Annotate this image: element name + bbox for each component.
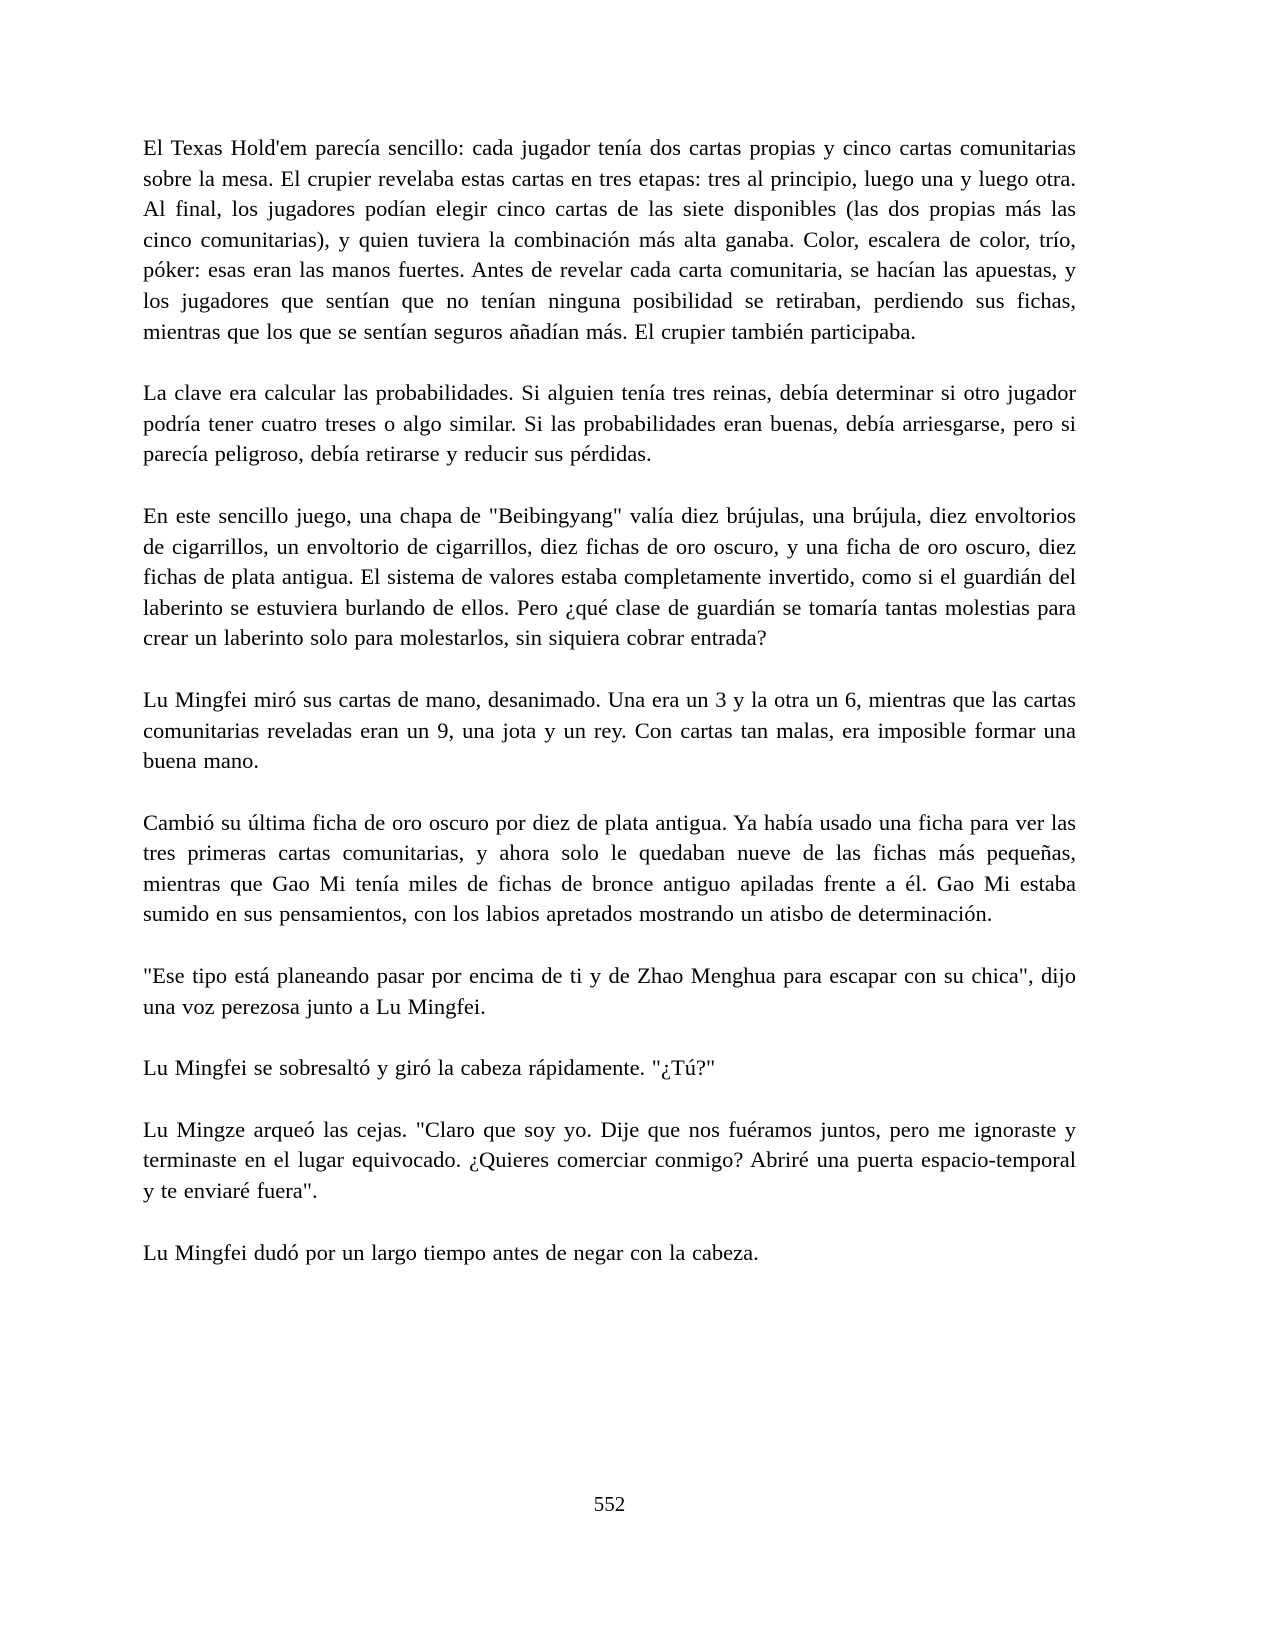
paragraph: Cambió su última ficha de oro oscuro por diez de plata antigua. Ya había usado una ficha para ver las tres primeras cartas comunitarias, y ahora solo le quedaban nueve de las fichas más pequeñas, mientras que Gao Mi tenía miles de fichas de bronce antiguo apiladas frente a él. Gao Mi estaba sumido en sus pensamientos, con los labios apretados mostrando un atisbo de determinación.	[143, 809, 1076, 927]
paragraph: Lu Mingfei miró sus cartas de mano, desanimado. Una era un 3 y la otra un 6, mientras que las cartas comunitarias reveladas eran un 9, una jota y un rey. Con cartas tan malas, era imposible formar una buena mano.	[143, 686, 1076, 774]
page-body-text	[143, 133, 1076, 1299]
paragraph: En este sencillo juego, una chapa de "Beibingyang" valía diez brújulas, una brújula, diez envoltorios de cigarrillos, un envoltorio de cigarrillos, diez fichas de oro oscuro, y una ficha de oro oscuro, diez fichas de plata antigua. El sistema de valores estaba completamente invertido, como si el guardián del laberinto se estuviera burlando de ellos. Pero ¿qué clase de guardián se tomaría tantas molestias para crear un laberinto solo para molestarlos, sin siquiera cobrar entrada?	[143, 502, 1076, 651]
paragraph: Lu Mingfei dudó por un largo tiempo antes de negar con la cabeza.	[143, 1239, 759, 1265]
page-number: 552	[593, 1492, 626, 1516]
paragraph: Lu Mingfei se sobresaltó y giró la cabeza rápidamente. "¿Tú?"	[143, 1055, 716, 1081]
paragraph: "Ese tipo está planeando pasar por encima de ti y de Zhao Menghua para escapar con su chica", dijo una voz perezosa junto a Lu Mingfei.	[143, 963, 1076, 1019]
paragraph: El Texas Hold'em parecía sencillo: cada jugador tenía dos cartas propias y cinco cartas comunitarias sobre la mesa. El crupier revelaba estas cartas en tres etapas: tres al principio, luego una y luego otra. Al final, los jugadores podían elegir cinco cartas de las siete disponibles (las dos propias más las cinco comunitarias), y quien tuviera la combinación más alta ganaba. Color, escalera de color, trío, póker: esas eran las manos fuertes. Antes de revelar cada carta comunitaria, se hacían las apuestas, y los jugadores que sentían que no tenían ninguna posibilidad se retiraban, perdiendo sus fichas, mientras que los que se sentían seguros añadían más. El crupier también participaba.	[143, 135, 1076, 344]
paragraph: La clave era calcular las probabilidades. Si alguien tenía tres reinas, debía determinar si otro jugador podría tener cuatro treses o algo similar. Si las probabilidades eran buenas, debía arriesgarse, pero si parecía peligroso, debía retirarse y reducir sus pérdidas.	[143, 380, 1076, 467]
paragraph: Lu Mingze arqueó las cejas. "Claro que soy yo. Dije que nos fuéramos juntos, pero me ignoraste y terminaste en el lugar equivocado. ¿Quieres comerciar conmigo? Abriré una puerta espacio-temporal y te enviaré fuera".	[143, 1116, 1076, 1204]
